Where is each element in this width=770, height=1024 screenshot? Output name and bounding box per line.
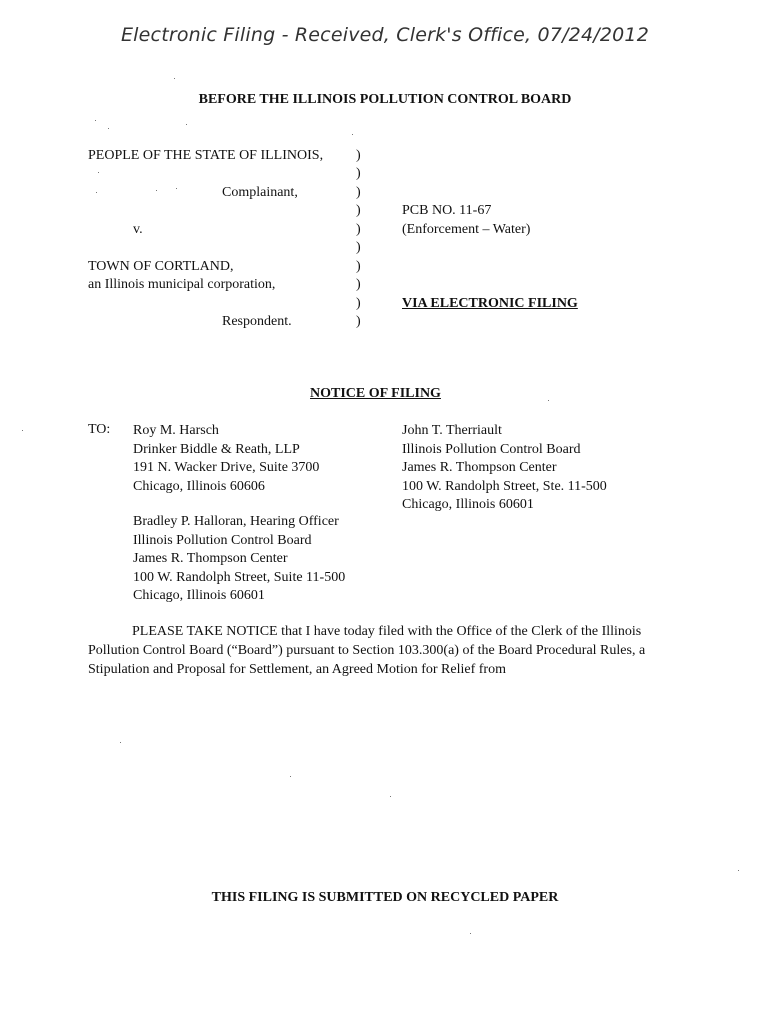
scan-speck: [738, 870, 739, 871]
scan-speck: [98, 172, 99, 173]
caption-paren: ): [356, 240, 361, 255]
recipient-line: 100 W. Randolph Street, Ste. 11-500: [402, 478, 607, 494]
complainant-name: PEOPLE OF THE STATE OF ILLINOIS,: [88, 148, 324, 163]
scan-speck: [120, 742, 121, 743]
notice-body-text: PLEASE TAKE NOTICE that I have today filed with the Office of the Clerk of the Illinois Pollution Control Board (“Board”) pursuant to Section 103.300(a) of the Board Procedural Rules, a Stipulation and Proposal for Settlement, an Agreed Motion for Relief from: [88, 624, 646, 677]
recipient-line: Chicago, Illinois 60601: [133, 588, 265, 603]
notice-of-filing-title: NOTICE OF FILING: [310, 386, 441, 401]
recipient-line: James R. Thompson Center: [402, 460, 557, 475]
complainant-role: Complainant,: [222, 185, 298, 200]
recipient-line: Chicago, Illinois 60606: [133, 478, 265, 494]
scan-speck: [96, 192, 97, 193]
recipient-line: Illinois Pollution Control Board: [402, 441, 581, 457]
caption-paren: ): [356, 148, 361, 163]
scan-speck: [290, 776, 291, 777]
scan-speck: [186, 124, 187, 125]
recipient-line: Illinois Pollution Control Board: [133, 532, 312, 548]
scan-speck: [470, 933, 471, 934]
respondent-name: TOWN OF CORTLAND,: [88, 259, 234, 274]
recipient-line: James R. Thompson Center: [133, 551, 288, 566]
recipient-block-harsch: [133, 422, 319, 496]
scan-speck: [174, 78, 175, 79]
caption-paren: ): [356, 222, 361, 237]
versus-label: v.: [133, 222, 143, 237]
recipient-line: Drinker Biddle & Reath, LLP: [133, 441, 300, 457]
caption-paren: ): [356, 259, 361, 274]
caption-paren: ): [356, 296, 361, 311]
caption-paren: ): [356, 185, 361, 200]
scan-speck: [22, 430, 23, 431]
caption-paren: ): [356, 166, 361, 181]
caption-paren: ): [356, 203, 361, 218]
scan-speck: [95, 120, 96, 121]
recipient-line: 191 N. Wacker Drive, Suite 3700: [133, 460, 320, 475]
recipient-line: Roy M. Harsch: [133, 423, 219, 438]
scan-speck: [176, 188, 177, 189]
recipient-block-therriault: [402, 422, 607, 515]
scan-speck: [352, 134, 353, 135]
board-title: BEFORE THE ILLINOIS POLLUTION CONTROL BOARD: [198, 92, 572, 107]
recipient-line: John T. Therriault: [402, 423, 502, 438]
recipient-line: Chicago, Illinois 60601: [402, 497, 534, 512]
case-number: PCB NO. 11-67: [402, 203, 492, 218]
scan-speck: [156, 190, 157, 191]
caption-paren: ): [356, 314, 361, 329]
recipient-line: Bradley P. Halloran, Hearing Officer: [133, 514, 339, 529]
notice-body-paragraph: [88, 622, 688, 679]
recipient-block-halloran: [133, 513, 345, 606]
electronic-filing-header: Electronic Filing - Received, Clerk's Office, 07/24/2012: [120, 24, 650, 46]
scan-speck: [548, 400, 549, 401]
filing-method: VIA ELECTRONIC FILING: [402, 296, 578, 311]
caption-paren: ): [356, 277, 361, 292]
to-label: TO:: [88, 422, 111, 437]
case-type: (Enforcement – Water): [402, 222, 531, 237]
scan-speck: [108, 128, 109, 129]
scan-speck: [390, 796, 391, 797]
recipient-line: 100 W. Randolph Street, Suite 11-500: [133, 569, 346, 585]
respondent-description: an Illinois municipal corporation,: [88, 277, 276, 292]
recycled-paper-footer: THIS FILING IS SUBMITTED ON RECYCLED PAPER: [211, 890, 559, 905]
respondent-role: Respondent.: [222, 314, 292, 329]
